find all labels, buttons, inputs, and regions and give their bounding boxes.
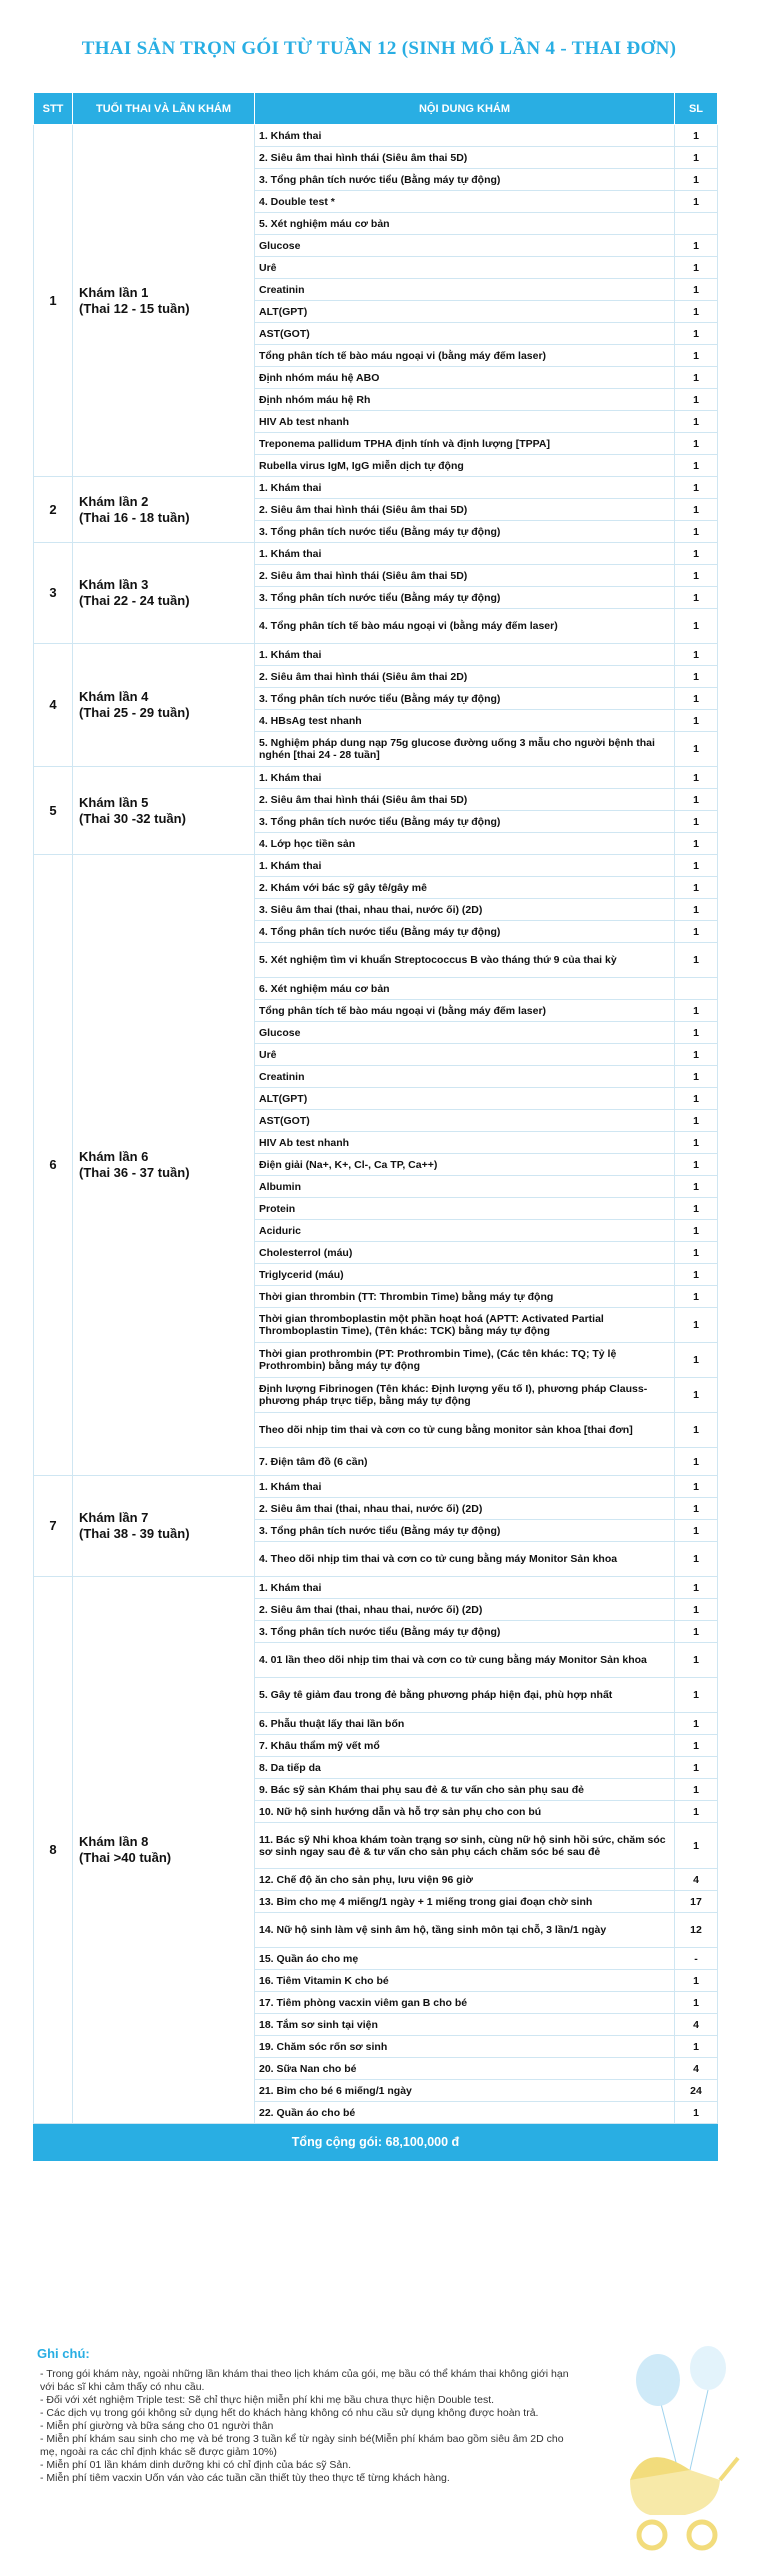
note-item: - Miễn phí giường và bữa sáng cho 01 người thân <box>40 2420 274 2432</box>
exam-quantity: 1 <box>675 1823 718 1869</box>
exam-quantity: 1 <box>675 1542 718 1577</box>
exam-item: 3. Tổng phân tích nước tiểu (Bằng máy tự động) <box>255 521 675 543</box>
visit-number: 2 <box>34 477 73 543</box>
exam-item: Urê <box>255 1044 675 1066</box>
exam-quantity: 1 <box>675 877 718 899</box>
exam-item: 4. Double test * <box>255 191 675 213</box>
exam-quantity: 1 <box>675 565 718 587</box>
exam-quantity: 1 <box>675 125 718 147</box>
exam-item: 4. 01 lần theo dõi nhịp tim thai và cơn co tử cung bằng máy Monitor Sản khoa <box>255 1643 675 1678</box>
visit-weeks: (Thai 38 - 39 tuần) <box>79 1526 190 1541</box>
exam-quantity: 1 <box>675 1066 718 1088</box>
exam-item: 1. Khám thai <box>255 543 675 565</box>
exam-quantity: 1 <box>675 899 718 921</box>
exam-quantity: 1 <box>675 921 718 943</box>
header-content: NỘI DUNG KHÁM <box>255 93 675 125</box>
stroller-icon <box>630 2457 738 2548</box>
exam-item: 2. Siêu âm thai hình thái (Siêu âm thai 5D) <box>255 499 675 521</box>
exam-item: 6. Phẫu thuật lấy thai lần bốn <box>255 1713 675 1735</box>
exam-quantity: 1 <box>675 1713 718 1735</box>
exam-quantity: 1 <box>675 1735 718 1757</box>
exam-item: 3. Tổng phân tích nước tiểu (Bằng máy tự động) <box>255 1520 675 1542</box>
exam-quantity: 1 <box>675 1476 718 1498</box>
exam-item: 4. Tổng phân tích nước tiểu (Bằng máy tự động) <box>255 921 675 943</box>
note-item: - Miễn phí khám sau sinh cho mẹ và bé trong 3 tuần kể từ ngày sinh bé(Miễn phí khám bao gồm siêu âm 2D cho mẹ, ngoài ra các chỉ định khác sẽ được giảm 10%) <box>40 2433 564 2458</box>
exam-quantity: 1 <box>675 235 718 257</box>
exam-quantity: 1 <box>675 587 718 609</box>
exam-item: 2. Siêu âm thai (thai, nhau thai, nước ối) (2D) <box>255 1599 675 1621</box>
exam-quantity: 24 <box>675 2080 718 2102</box>
table-body <box>34 125 718 2124</box>
exam-quantity: 1 <box>675 666 718 688</box>
exam-quantity: 1 <box>675 1599 718 1621</box>
table-row <box>34 125 718 147</box>
visit-number: 4 <box>34 644 73 767</box>
exam-item: 2. Siêu âm thai hình thái (Siêu âm thai 5D) <box>255 147 675 169</box>
note-item: - Các dịch vụ trong gói không sử dụng hết do khách hàng không có nhu cầu sử dụng không được hoàn trả. <box>40 2407 539 2419</box>
visit-cell <box>73 477 255 543</box>
exam-item: Aciduric <box>255 1220 675 1242</box>
exam-quantity: 1 <box>675 644 718 666</box>
exam-item: ALT(GPT) <box>255 1088 675 1110</box>
exam-item: Creatinin <box>255 279 675 301</box>
exam-item: 4. Tổng phân tích tế bào máu ngoại vi (bằng máy đếm laser) <box>255 609 675 644</box>
header-stt: STT <box>34 93 73 125</box>
exam-quantity: 1 <box>675 1286 718 1308</box>
exam-item: Theo dõi nhịp tim thai và cơn co tử cung bằng monitor sản khoa [thai đơn] <box>255 1413 675 1448</box>
exam-item: 2. Siêu âm thai (thai, nhau thai, nước ối) (2D) <box>255 1498 675 1520</box>
exam-quantity <box>675 213 718 235</box>
table-row <box>34 477 718 499</box>
visit-weeks: (Thai >40 tuần) <box>79 1850 172 1865</box>
exam-quantity: 17 <box>675 1891 718 1913</box>
exam-quantity: 1 <box>675 147 718 169</box>
exam-quantity: 1 <box>675 767 718 789</box>
exam-item: HIV Ab test nhanh <box>255 1132 675 1154</box>
balloon-icon <box>690 2346 726 2470</box>
table-row <box>34 644 718 666</box>
notes-title: Ghi chú: <box>37 2346 90 2361</box>
exam-item: Tổng phân tích tế bào máu ngoại vi (bằng máy đếm laser) <box>255 345 675 367</box>
exam-item: 5. Gây tê giảm đau trong đẻ bằng phương pháp hiện đại, phù hợp nhất <box>255 1678 675 1713</box>
visit-name: Khám lần 4 <box>79 689 149 704</box>
exam-quantity: 1 <box>675 1022 718 1044</box>
exam-quantity: 1 <box>675 1154 718 1176</box>
exam-quantity: 1 <box>675 1264 718 1286</box>
exam-item: Triglycerid (máu) <box>255 1264 675 1286</box>
header-quantity: SL <box>675 93 718 125</box>
visit-name: Khám lần 5 <box>79 794 149 810</box>
note-item: - Đối với xét nghiệm Triple test: Sẽ chỉ thực hiện miễn phí khi mẹ bầu chưa thực hiện Double test. <box>40 2394 495 2406</box>
exam-quantity: 1 <box>675 1448 718 1476</box>
visit-weeks: (Thai 12 - 15 tuần) <box>79 300 190 316</box>
visit-weeks: (Thai 30 -32 tuần) <box>79 810 186 826</box>
exam-item: AST(GOT) <box>255 1110 675 1132</box>
exam-quantity: 1 <box>675 323 718 345</box>
exam-quantity <box>675 978 718 1000</box>
exam-item: Định nhóm máu hệ Rh <box>255 389 675 411</box>
visit-weeks: (Thai 16 - 18 tuần) <box>79 509 190 525</box>
exam-quantity: 1 <box>675 1621 718 1643</box>
balloon-icon <box>636 2354 680 2470</box>
exam-item: Thời gian thrombin (TT: Thrombin Time) bằng máy tự động <box>255 1286 675 1308</box>
exam-item: 16. Tiêm Vitamin K cho bé <box>255 1970 675 1992</box>
exam-quantity: 1 <box>675 1378 718 1413</box>
exam-quantity: 1 <box>675 169 718 191</box>
table-row <box>34 767 718 789</box>
exam-item: 2. Siêu âm thai hình thái (Siêu âm thai 5D) <box>255 789 675 811</box>
visit-name: Khám lần 8 <box>79 1834 149 1849</box>
exam-quantity: 1 <box>675 833 718 855</box>
visit-name: Khám lần 6 <box>79 1149 149 1164</box>
exam-item: 1. Khám thai <box>255 477 675 499</box>
exam-quantity: 1 <box>675 1176 718 1198</box>
exam-item: Creatinin <box>255 1066 675 1088</box>
exam-quantity: 1 <box>675 455 718 477</box>
exam-quantity: 1 <box>675 521 718 543</box>
exam-quantity: 1 <box>675 1242 718 1264</box>
exam-item: 13. Bỉm cho mẹ 4 miếng/1 ngày + 1 miếng trong giai đoạn chờ sinh <box>255 1891 675 1913</box>
exam-quantity: 4 <box>675 2014 718 2036</box>
exam-item: 4. Lớp học tiền sản <box>255 833 675 855</box>
exam-item: Cholesterrol (máu) <box>255 1242 675 1264</box>
exam-item: 20. Sữa Nan cho bé <box>255 2058 675 2080</box>
exam-quantity: 1 <box>675 2036 718 2058</box>
exam-quantity: 4 <box>675 2058 718 2080</box>
page-title: THAI SẢN TRỌN GÓI TỪ TUẦN 12 (SINH MỔ LẦN 4 - THAI ĐƠN) <box>81 38 677 59</box>
visit-number: 3 <box>34 543 73 644</box>
visit-cell <box>73 767 255 855</box>
exam-item: Treponema pallidum TPHA định tính và định lượng [TPPA] <box>255 433 675 455</box>
visit-number: 1 <box>34 125 73 477</box>
baby-stroller-balloons-illustration <box>590 2330 750 2555</box>
visit-name: Khám lần 7 <box>79 1510 149 1525</box>
exam-item: Glucose <box>255 235 675 257</box>
exam-item: 9. Bác sỹ sản Khám thai phụ sau đẻ & tư vấn cho sản phụ sau đẻ <box>255 1779 675 1801</box>
total-row <box>34 2124 718 2161</box>
visit-number: 7 <box>34 1476 73 1577</box>
visit-number: 5 <box>34 767 73 855</box>
exam-quantity: 1 <box>675 855 718 877</box>
exam-quantity: 1 <box>675 433 718 455</box>
exam-quantity: 1 <box>675 943 718 978</box>
exam-item: 21. Bỉm cho bé 6 miếng/1 ngày <box>255 2080 675 2102</box>
note-item: - Trong gói khám này, ngoài những lần khám thai theo lịch khám của gói, mẹ bầu có thể khám thai không giới hạn với bác sĩ khi cảm thấy có nhu cầu. <box>40 2368 569 2393</box>
exam-quantity: 1 <box>675 1044 718 1066</box>
visit-weeks: (Thai 22 - 24 tuần) <box>79 593 190 608</box>
exam-quantity: 1 <box>675 411 718 433</box>
exam-item: Định lượng Fibrinogen (Tên khác: Định lượng yếu tố I), phương pháp Clauss- phương pháp trực tiếp, bằng máy tự động <box>255 1378 675 1413</box>
exam-item: 3. Tổng phân tích nước tiểu (Bằng máy tự động) <box>255 811 675 833</box>
table-row <box>34 855 718 877</box>
exam-item: Protein <box>255 1198 675 1220</box>
exam-quantity: 1 <box>675 1520 718 1542</box>
exam-quantity: 1 <box>675 279 718 301</box>
exam-item: 14. Nữ hộ sinh làm vệ sinh âm hộ, tầng sinh môn tại chỗ, 3 lần/1 ngày <box>255 1913 675 1948</box>
exam-quantity: 1 <box>675 367 718 389</box>
exam-quantity: 1 <box>675 1801 718 1823</box>
visit-cell <box>73 1476 255 1577</box>
exam-item: 1. Khám thai <box>255 644 675 666</box>
exam-quantity: 1 <box>675 301 718 323</box>
exam-item: 3. Tổng phân tích nước tiểu (Bằng máy tự động) <box>255 587 675 609</box>
exam-quantity: 1 <box>675 1000 718 1022</box>
exam-item: 2. Khám với bác sỹ gây tê/gây mê <box>255 877 675 899</box>
header-visit: TUỔI THAI VÀ LẦN KHÁM <box>73 93 255 125</box>
exam-item: 5. Xét nghiệm máu cơ bản <box>255 213 675 235</box>
exam-quantity: 1 <box>675 1198 718 1220</box>
exam-item: 3. Tổng phân tích nước tiểu (Bằng máy tự động) <box>255 688 675 710</box>
exam-item: 1. Khám thai <box>255 125 675 147</box>
exam-item: 15. Quần áo cho mẹ <box>255 1948 675 1970</box>
exam-quantity: 1 <box>675 1757 718 1779</box>
exam-item: Thời gian prothrombin (PT: Prothrombin Time), (Các tên khác: TQ; Tỷ lệ Prothrombin) bằng máy tự động <box>255 1343 675 1378</box>
exam-item: 10. Nữ hộ sinh hướng dẫn và hỗ trợ sản phụ cho con bú <box>255 1801 675 1823</box>
exam-quantity: 1 <box>675 1970 718 1992</box>
visit-cell <box>73 543 255 644</box>
exam-quantity: 1 <box>675 1132 718 1154</box>
table-row <box>34 1476 718 1498</box>
exam-quantity: 1 <box>675 732 718 767</box>
exam-item: 1. Khám thai <box>255 1577 675 1599</box>
note-item: - Miễn phí 01 lần khám dinh dưỡng khi có chỉ định của bác sỹ Sản. <box>40 2459 352 2471</box>
exam-item: 1. Khám thai <box>255 855 675 877</box>
notes-list <box>40 2368 580 2485</box>
table-row <box>34 543 718 565</box>
exam-item: 3. Siêu âm thai (thai, nhau thai, nước ối) (2D) <box>255 899 675 921</box>
exam-quantity: 1 <box>675 1308 718 1343</box>
exam-item: Định nhóm máu hệ ABO <box>255 367 675 389</box>
exam-quantity: 1 <box>675 609 718 644</box>
exam-item: 17. Tiêm phòng vacxin viêm gan B cho bé <box>255 1992 675 2014</box>
visit-cell <box>73 1577 255 2124</box>
visit-number: 6 <box>34 855 73 1476</box>
table-header-row <box>34 93 718 125</box>
exam-item: 5. Xét nghiệm tìm vi khuẩn Streptococcus B vào tháng thứ 9 của thai kỳ <box>255 943 675 978</box>
visit-number: 8 <box>34 1577 73 2124</box>
visit-weeks: (Thai 36 - 37 tuần) <box>79 1165 190 1180</box>
exam-quantity: 1 <box>675 1643 718 1678</box>
exam-item: AST(GOT) <box>255 323 675 345</box>
visit-name: Khám lần 3 <box>79 577 149 592</box>
exam-item: 2. Siêu âm thai hình thái (Siêu âm thai 5D) <box>255 565 675 587</box>
exam-quantity: 1 <box>675 710 718 732</box>
visit-cell <box>73 855 255 1476</box>
exam-item: Thời gian thromboplastin một phần hoạt hoá (APTT: Activated Partial Thromboplastin Time), (Tên khác: TCK) bằng máy tự động <box>255 1308 675 1343</box>
exam-item: 1. Khám thai <box>255 1476 675 1498</box>
exam-quantity: 1 <box>675 1088 718 1110</box>
exam-quantity: 1 <box>675 345 718 367</box>
exam-quantity: 1 <box>675 1413 718 1448</box>
visit-name: Khám lần 2 <box>79 493 149 509</box>
exam-quantity: 1 <box>675 1343 718 1378</box>
exam-item: 4. HBsAg test nhanh <box>255 710 675 732</box>
exam-quantity: 1 <box>675 1779 718 1801</box>
exam-item: HIV Ab test nhanh <box>255 411 675 433</box>
exam-item: Điện giải (Na+, K+, Cl-, Ca TP, Ca++) <box>255 1154 675 1176</box>
exam-item: 7. Điện tâm đồ (6 cần) <box>255 1448 675 1476</box>
exam-item: 1. Khám thai <box>255 767 675 789</box>
exam-item: ALT(GPT) <box>255 301 675 323</box>
exam-quantity: 1 <box>675 477 718 499</box>
exam-quantity: 1 <box>675 1220 718 1242</box>
exam-item: Tổng phân tích tế bào máu ngoại vi (bằng máy đếm laser) <box>255 1000 675 1022</box>
exam-quantity: 4 <box>675 1869 718 1891</box>
exam-item: 3. Tổng phân tích nước tiểu (Bằng máy tự động) <box>255 1621 675 1643</box>
exam-quantity: 1 <box>675 789 718 811</box>
visit-cell <box>73 644 255 767</box>
exam-quantity: 1 <box>675 543 718 565</box>
package-table <box>33 92 718 2161</box>
exam-quantity: 1 <box>675 499 718 521</box>
visit-weeks: (Thai 25 - 29 tuần) <box>79 705 190 720</box>
exam-item: 12. Chế độ ăn cho sản phụ, lưu viện 96 giờ <box>255 1869 675 1891</box>
exam-item: Urê <box>255 257 675 279</box>
exam-item: 2. Siêu âm thai hình thái (Siêu âm thai 2D) <box>255 666 675 688</box>
exam-quantity: 12 <box>675 1913 718 1948</box>
exam-item: 8. Da tiếp da <box>255 1757 675 1779</box>
exam-quantity: 1 <box>675 1992 718 2014</box>
exam-quantity: 1 <box>675 1110 718 1132</box>
exam-quantity: 1 <box>675 1678 718 1713</box>
visit-name: Khám lần 1 <box>79 284 149 300</box>
exam-item: 7. Khâu thẩm mỹ vết mổ <box>255 1735 675 1757</box>
exam-quantity: 1 <box>675 811 718 833</box>
exam-quantity: 1 <box>675 2102 718 2124</box>
exam-item: Rubella virus IgM, IgG miễn dịch tự động <box>255 455 675 477</box>
note-item: - Miễn phí tiêm vacxin Uốn ván vào các tuần cần thiết tùy theo thực tế từng khách hàng. <box>40 2472 450 2484</box>
exam-item: 3. Tổng phân tích nước tiểu (Bằng máy tự động) <box>255 169 675 191</box>
visit-cell <box>73 125 255 477</box>
exam-quantity: 1 <box>675 688 718 710</box>
exam-quantity: 1 <box>675 1577 718 1599</box>
exam-item: 22. Quần áo cho bé <box>255 2102 675 2124</box>
exam-item: Albumin <box>255 1176 675 1198</box>
table-row <box>34 1577 718 1599</box>
exam-item: Glucose <box>255 1022 675 1044</box>
exam-item: 11. Bác sỹ Nhi khoa khám toàn trạng sơ sinh, cùng nữ hộ sinh hồi sức, chăm sóc sơ sinh ngay sau đẻ & tư vấn cho sản phụ cách chăm sóc bé sau đẻ <box>255 1823 675 1869</box>
exam-quantity: 1 <box>675 257 718 279</box>
exam-item: 6. Xét nghiệm máu cơ bản <box>255 978 675 1000</box>
exam-item: 4. Theo dõi nhịp tim thai và cơn co tử cung bằng máy Monitor Sản khoa <box>255 1542 675 1577</box>
exam-quantity: 1 <box>675 389 718 411</box>
exam-quantity: - <box>675 1948 718 1970</box>
exam-item: 19. Chăm sóc rốn sơ sinh <box>255 2036 675 2058</box>
exam-item: 5. Nghiệm pháp dung nạp 75g glucose đường uống 3 mẫu cho người bệnh thai nghén [thai 24 - 28 tuần] <box>255 732 675 767</box>
total-price: Tổng cộng gói: 68,100,000 đ <box>34 2124 718 2161</box>
exam-quantity: 1 <box>675 191 718 213</box>
exam-item: 18. Tắm sơ sinh tại viện <box>255 2014 675 2036</box>
exam-quantity: 1 <box>675 1498 718 1520</box>
